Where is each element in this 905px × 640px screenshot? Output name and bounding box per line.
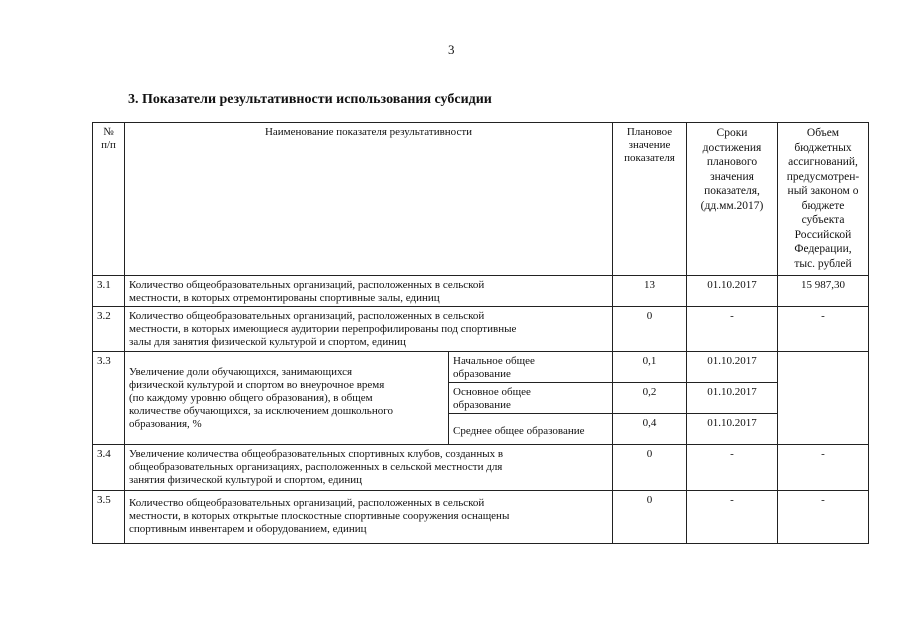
row-3-4-budget: -	[821, 448, 825, 460]
row-3-3-date-secondary: 01.10.2017	[707, 417, 757, 429]
row-line	[92, 351, 869, 352]
row-3-1-plan: 13	[644, 279, 655, 291]
row-3-5-budget: -	[821, 494, 825, 506]
col-line	[612, 122, 613, 543]
header-name: Наименование показателя результативности	[264, 126, 473, 138]
row-3-2-date: -	[730, 310, 734, 322]
header-deadline: Сроки достижения планового значения показателя, (дд.мм.2017)	[700, 127, 764, 212]
row-3-5-date: -	[730, 494, 734, 506]
row-3-1-name: Количество общеобразовательных организаций, расположенных в сельской местности, в которых отремонтированы спортивные залы, единиц	[129, 279, 485, 304]
table-border-bottom	[92, 543, 869, 544]
row-3-5-name: Количество общеобразовательных организаций, расположенных в сельской местности, в которых открытые плоскостные спортивные сооружения оснащены спортивным инвентарем и оборудованием, единиц	[129, 497, 510, 535]
header-plan: Плановое значение показателя	[624, 126, 675, 164]
row-3-3-plan-secondary: 0,4	[642, 417, 657, 429]
row-3-3-plan-basic: 0,2	[642, 386, 657, 398]
row-3-3-num: 3.3	[97, 355, 111, 367]
header-num: № п/п	[101, 126, 116, 151]
header-bottom-line	[92, 275, 869, 276]
row-3-4-name: Увеличение количества общеобразовательных спортивных клубов, созданных в общеобразовательных организациях, расположенных в сельской местности для занятия физической культурой и спортом, единиц	[129, 448, 504, 486]
row-3-3-date-basic: 01.10.2017	[707, 386, 757, 398]
row-line	[92, 306, 869, 307]
row-3-3-level-secondary: Среднее общее образование	[453, 425, 585, 437]
table-border-left	[92, 122, 93, 543]
col-line	[448, 351, 449, 444]
table-border-top	[92, 122, 869, 123]
col-line	[124, 122, 125, 543]
row-3-2-plan: 0	[646, 310, 653, 322]
row-line	[92, 490, 869, 491]
row-3-3-plan-primary: 0,1	[642, 355, 657, 367]
row-3-1-budget: 15 987,30	[801, 279, 845, 291]
row-3-5-num: 3.5	[97, 494, 111, 506]
header-budget: Объем бюджетных ассигнований, предусмотрен- ный законом о бюджете субъекта Российской Федерации, тыс. рублей	[786, 127, 860, 270]
row-3-3-level-basic: Основное общее образование	[453, 386, 531, 411]
row-3-4-plan: 0	[646, 448, 653, 460]
table-border-right	[868, 122, 869, 543]
row-3-5-plan: 0	[646, 494, 653, 506]
section-title: 3. Показатели результативности использования субсидии	[128, 92, 492, 107]
row-3-2-num: 3.2	[97, 310, 111, 322]
row-3-3-date-primary: 01.10.2017	[707, 355, 757, 367]
row-3-3-name: Увеличение доли обучающихся, занимающихся физической культурой и спортом во внеурочное время (по каждому уровню общего образования), в общем количестве обучающихся, за исключением дошкольного образования, %	[129, 366, 393, 430]
row-3-3-level-primary: Начальное общее образование	[453, 355, 535, 380]
row-3-1-num: 3.1	[97, 279, 111, 291]
row-3-4-date: -	[730, 448, 734, 460]
row-3-1-date: 01.10.2017	[707, 279, 757, 291]
row-3-4-num: 3.4	[97, 448, 111, 460]
row-line	[92, 444, 869, 445]
page-number: 3	[448, 42, 455, 57]
row-3-2-name: Количество общеобразовательных организаций, расположенных в сельской местности, в которых имеющиеся аудитории перепрофилированы под спортивные залы для занятия физической культурой и спортом, единиц	[129, 310, 517, 348]
row-3-2-budget: -	[821, 310, 825, 322]
